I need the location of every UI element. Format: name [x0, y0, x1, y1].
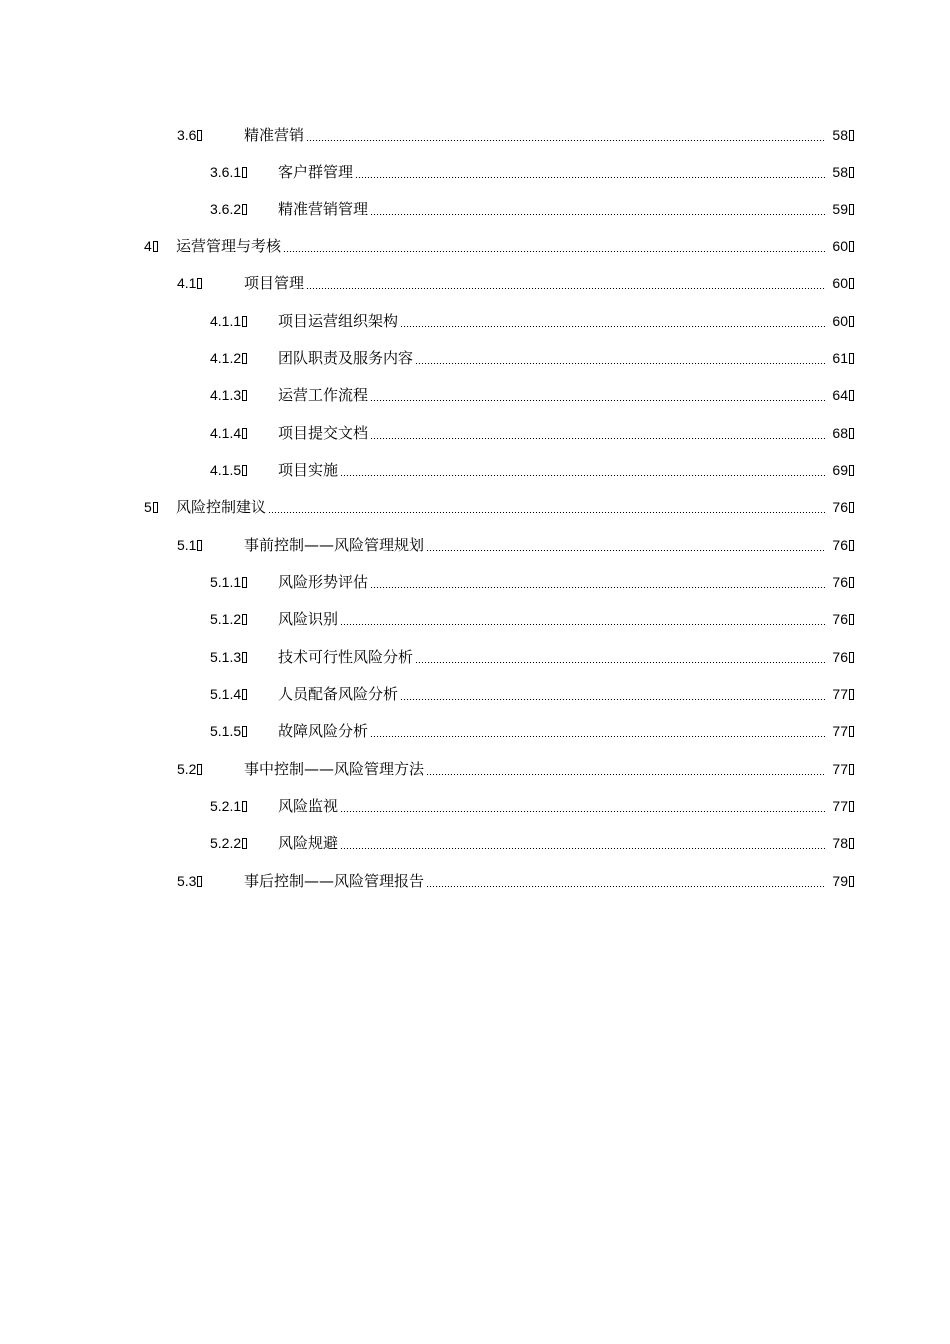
toc-entry[interactable] [0, 720, 950, 742]
toc-entry-title: 项目管理 [244, 274, 305, 292]
toc-entry[interactable] [0, 384, 950, 406]
toc-leader-dots [426, 774, 826, 775]
toc-entry-page: 64 [832, 384, 854, 406]
toc-entry-title: 事中控制——风险管理方法 [244, 760, 425, 778]
toc-entry-page: 59 [832, 198, 854, 220]
toc-entry-number: 4.1.4 [210, 422, 247, 444]
toc-leader-dots [283, 251, 826, 252]
toc-entry-number: 4.1.1 [210, 310, 247, 332]
toc-entry-page: 60 [832, 235, 854, 257]
toc-entry-page: 78 [832, 832, 854, 854]
toc-entry[interactable] [0, 235, 950, 257]
toc-entry-title: 项目提交文档 [278, 424, 369, 442]
toc-leader-dots [340, 475, 826, 476]
toc-entry-title: 风险控制建议 [176, 498, 267, 516]
toc-entry-title: 故障风险分析 [278, 722, 369, 740]
toc-entry-title: 团队职责及服务内容 [278, 349, 414, 367]
toc-leader-dots [400, 326, 826, 327]
toc-entry-title: 项目运营组织架构 [278, 312, 399, 330]
toc-leader-dots [340, 848, 826, 849]
toc-entry[interactable] [0, 571, 950, 593]
toc-entry-number: 5.1.3 [210, 646, 247, 668]
toc-entry-page: 77 [832, 720, 854, 742]
toc-leader-dots [340, 624, 826, 625]
toc-entry-page: 61 [832, 347, 854, 369]
toc-entry[interactable] [0, 161, 950, 183]
toc-leader-dots [400, 699, 826, 700]
toc-leader-dots [268, 512, 826, 513]
toc-entry-page: 76 [832, 571, 854, 593]
toc-leader-dots [370, 438, 826, 439]
toc-leader-dots [370, 400, 826, 401]
toc-entry-title: 风险规避 [278, 834, 339, 852]
toc-entry-number: 5.3 [177, 870, 202, 892]
toc-entry-number: 5.1.2 [210, 608, 247, 630]
toc-entry-title: 运营工作流程 [278, 386, 369, 404]
toc-entry-page: 77 [832, 795, 854, 817]
toc-entry-title: 人员配备风险分析 [278, 685, 399, 703]
toc-leader-dots [370, 214, 826, 215]
toc-entry-page: 60 [832, 310, 854, 332]
toc-entry-number: 4.1.5 [210, 459, 247, 481]
toc-entry-title: 事前控制——风险管理规划 [244, 536, 425, 554]
toc-entry-title: 事后控制——风险管理报告 [244, 872, 425, 890]
toc-entry-page: 76 [832, 608, 854, 630]
toc-entry[interactable] [0, 422, 950, 444]
toc-entry[interactable] [0, 683, 950, 705]
toc-leader-dots [370, 587, 826, 588]
toc-entry[interactable] [0, 198, 950, 220]
toc-entry[interactable] [0, 534, 950, 556]
toc-entry-title: 精准营销 [244, 126, 305, 144]
toc-leader-dots [426, 550, 826, 551]
toc-entry-number: 5.2.1 [210, 795, 247, 817]
toc-entry[interactable] [0, 124, 950, 146]
toc-entry-title: 风险形势评估 [278, 573, 369, 591]
toc-entry-page: 69 [832, 459, 854, 481]
toc-entry-title: 客户群管理 [278, 163, 354, 181]
toc-entry-page: 58 [832, 124, 854, 146]
toc-leader-dots [370, 736, 826, 737]
toc-entry[interactable] [0, 272, 950, 294]
toc-entry-number: 5.2 [177, 758, 202, 780]
toc-entry-page: 68 [832, 422, 854, 444]
toc-entry-page: 76 [832, 534, 854, 556]
toc-leader-dots [355, 177, 826, 178]
toc-entry-number: 5.1.4 [210, 683, 247, 705]
toc-entry-page: 76 [832, 496, 854, 518]
toc-entry-number: 4 [144, 235, 158, 257]
toc-entry-title: 技术可行性风险分析 [278, 648, 414, 666]
toc-entry[interactable] [0, 459, 950, 481]
toc-entry-page: 77 [832, 758, 854, 780]
toc-entry-page: 79 [832, 870, 854, 892]
toc-entry-number: 4.1.3 [210, 384, 247, 406]
toc-entry[interactable] [0, 795, 950, 817]
toc-entry-page: 77 [832, 683, 854, 705]
toc-leader-dots [426, 886, 826, 887]
toc-leader-dots [306, 288, 826, 289]
toc-entry-number: 5.1.5 [210, 720, 247, 742]
toc-entry-title: 精准营销管理 [278, 200, 369, 218]
toc-entry-number: 4.1.2 [210, 347, 247, 369]
toc-entry-page: 60 [832, 272, 854, 294]
toc-entry[interactable] [0, 646, 950, 668]
toc-entry[interactable] [0, 870, 950, 892]
toc-entry-title: 项目实施 [278, 461, 339, 479]
toc-leader-dots [415, 363, 826, 364]
toc-entry[interactable] [0, 832, 950, 854]
toc-entry[interactable] [0, 347, 950, 369]
toc-entry[interactable] [0, 758, 950, 780]
toc-entry-number: 3.6.1 [210, 161, 247, 183]
toc-entry-number: 5.1.1 [210, 571, 247, 593]
toc-leader-dots [340, 811, 826, 812]
toc-leader-dots [415, 662, 826, 663]
toc-leader-dots [306, 140, 826, 141]
toc-entry-page: 76 [832, 646, 854, 668]
toc-entry-number: 4.1 [177, 272, 202, 294]
toc-entry-number: 3.6.2 [210, 198, 247, 220]
toc-entry[interactable] [0, 608, 950, 630]
toc-entry-number: 3.6 [177, 124, 202, 146]
toc-entry[interactable] [0, 496, 950, 518]
toc-entry-title: 风险识别 [278, 610, 339, 628]
toc-entry-number: 5.1 [177, 534, 202, 556]
toc-entry-number: 5 [144, 496, 158, 518]
toc-entry-title: 风险监视 [278, 797, 339, 815]
toc-entry-title: 运营管理与考核 [176, 237, 282, 255]
toc-entry[interactable] [0, 310, 950, 332]
toc-entry-page: 58 [832, 161, 854, 183]
toc-entry-number: 5.2.2 [210, 832, 247, 854]
